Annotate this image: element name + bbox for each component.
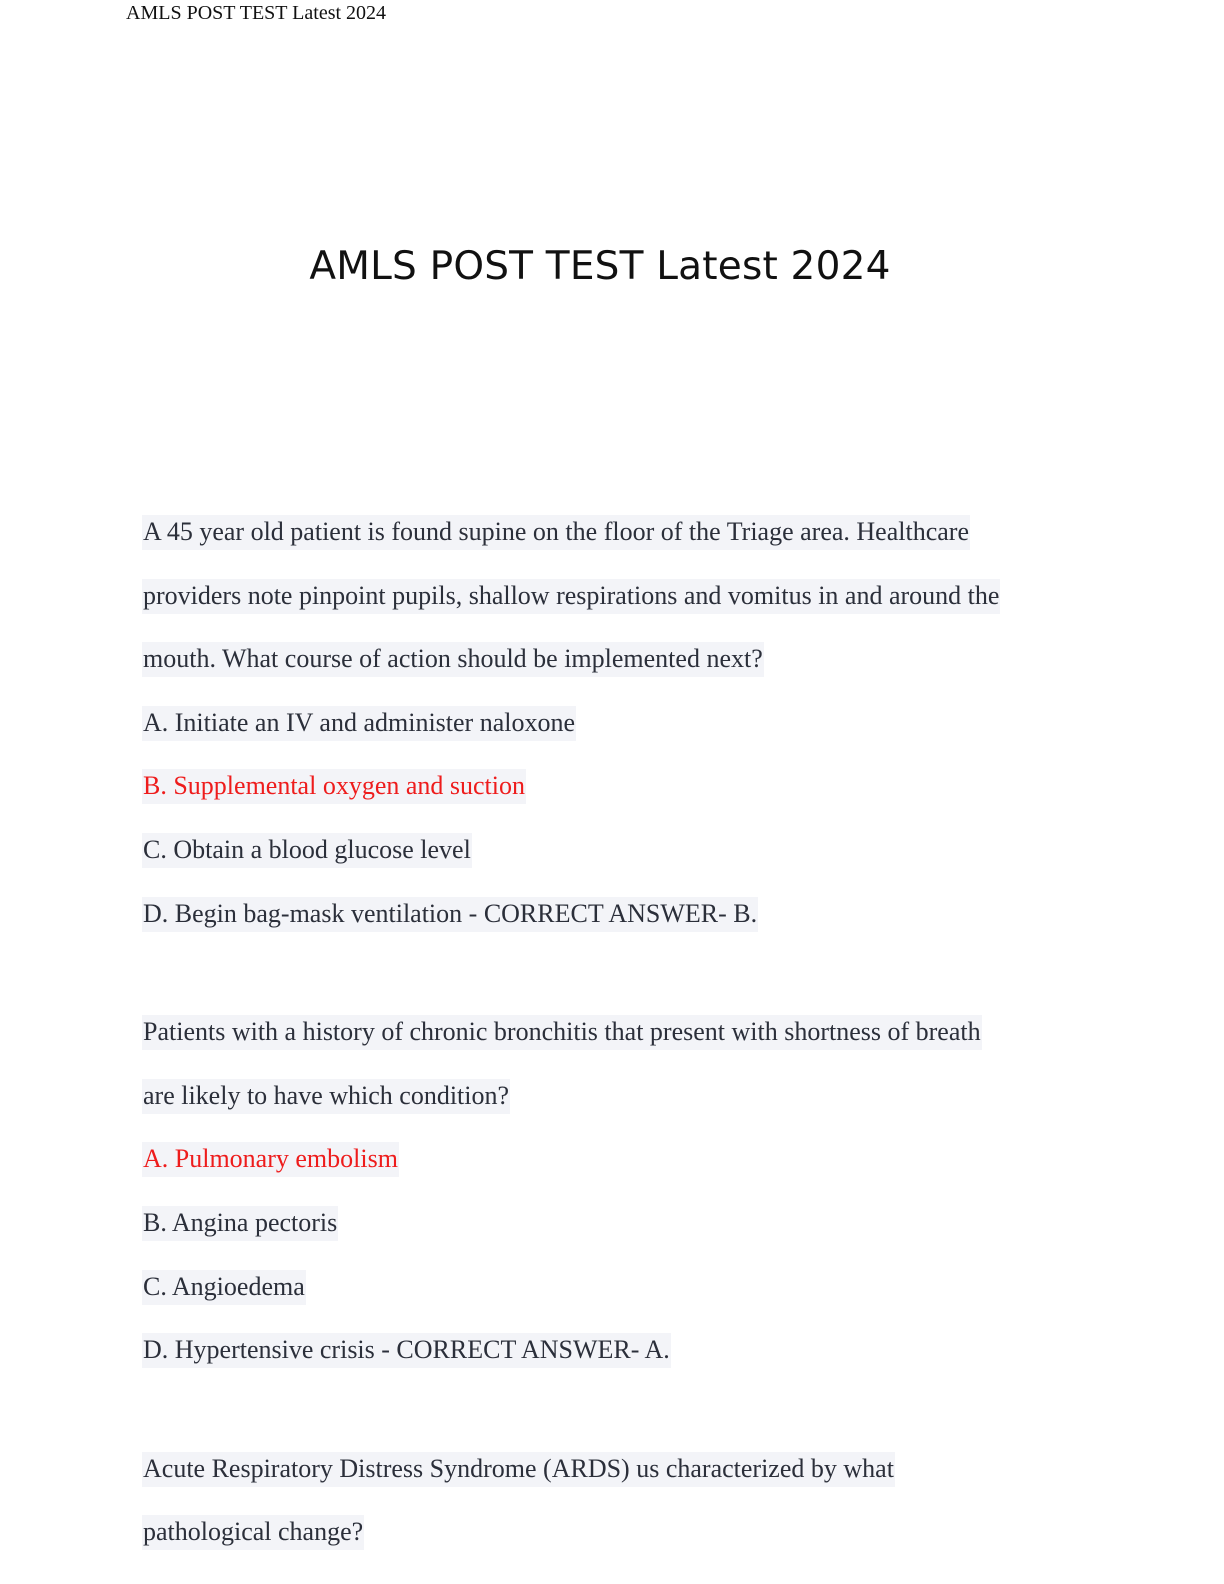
question-1-stem-line-2: [142, 564, 1072, 628]
question-1-option-b-correct: [142, 754, 1072, 818]
question-1-option-a: [142, 691, 1072, 755]
question-3-stem-line-1: [142, 1437, 1072, 1501]
option-text: B. Angina pectoris: [142, 1206, 338, 1241]
question-3: [142, 1437, 1072, 1564]
page-title: AMLS POST TEST Latest 2024: [309, 244, 891, 289]
stem-text: Patients with a history of chronic bronchitis that present with shortness of breath: [142, 1015, 982, 1050]
running-header: AMLS POST TEST Latest 2024: [126, 2, 387, 24]
question-2-stem-line-1: [142, 1000, 1072, 1064]
question-spacer: [142, 1382, 1072, 1437]
question-1: [142, 500, 1072, 945]
question-1-stem-line-1: [142, 500, 1072, 564]
option-text: C. Obtain a blood glucose level: [142, 833, 472, 868]
question-2-option-a-correct: [142, 1127, 1072, 1191]
option-text: D. Hypertensive crisis - CORRECT ANSWER- A.: [142, 1333, 671, 1368]
option-text: D. Begin bag-mask ventilation - CORRECT ANSWER- B.: [142, 897, 758, 932]
option-text: A. Pulmonary embolism: [142, 1142, 399, 1177]
option-text: B. Supplemental oxygen and suction: [142, 769, 526, 804]
stem-text: pathological change?: [142, 1515, 364, 1550]
question-3-stem-line-2: [142, 1500, 1072, 1564]
question-1-stem-line-3: [142, 627, 1072, 691]
stem-text: mouth. What course of action should be implemented next?: [142, 642, 764, 677]
question-2-option-c: [142, 1255, 1072, 1319]
stem-text: providers note pinpoint pupils, shallow respirations and vomitus in and around the: [142, 579, 1000, 614]
option-text: C. Angioedema: [142, 1270, 306, 1305]
question-list: [142, 500, 1072, 1564]
question-2: [142, 1000, 1072, 1382]
stem-text: are likely to have which condition?: [142, 1079, 510, 1114]
question-1-option-c: [142, 818, 1072, 882]
question-2-option-b: [142, 1191, 1072, 1255]
question-2-stem-line-2: [142, 1064, 1072, 1128]
question-1-option-d: [142, 882, 1072, 946]
question-2-option-d: [142, 1318, 1072, 1382]
option-text: A. Initiate an IV and administer naloxone: [142, 706, 576, 741]
stem-text: A 45 year old patient is found supine on the floor of the Triage area. Healthcare: [142, 515, 970, 550]
stem-text: Acute Respiratory Distress Syndrome (ARDS) us characterized by what: [142, 1452, 895, 1487]
question-spacer: [142, 945, 1072, 1000]
